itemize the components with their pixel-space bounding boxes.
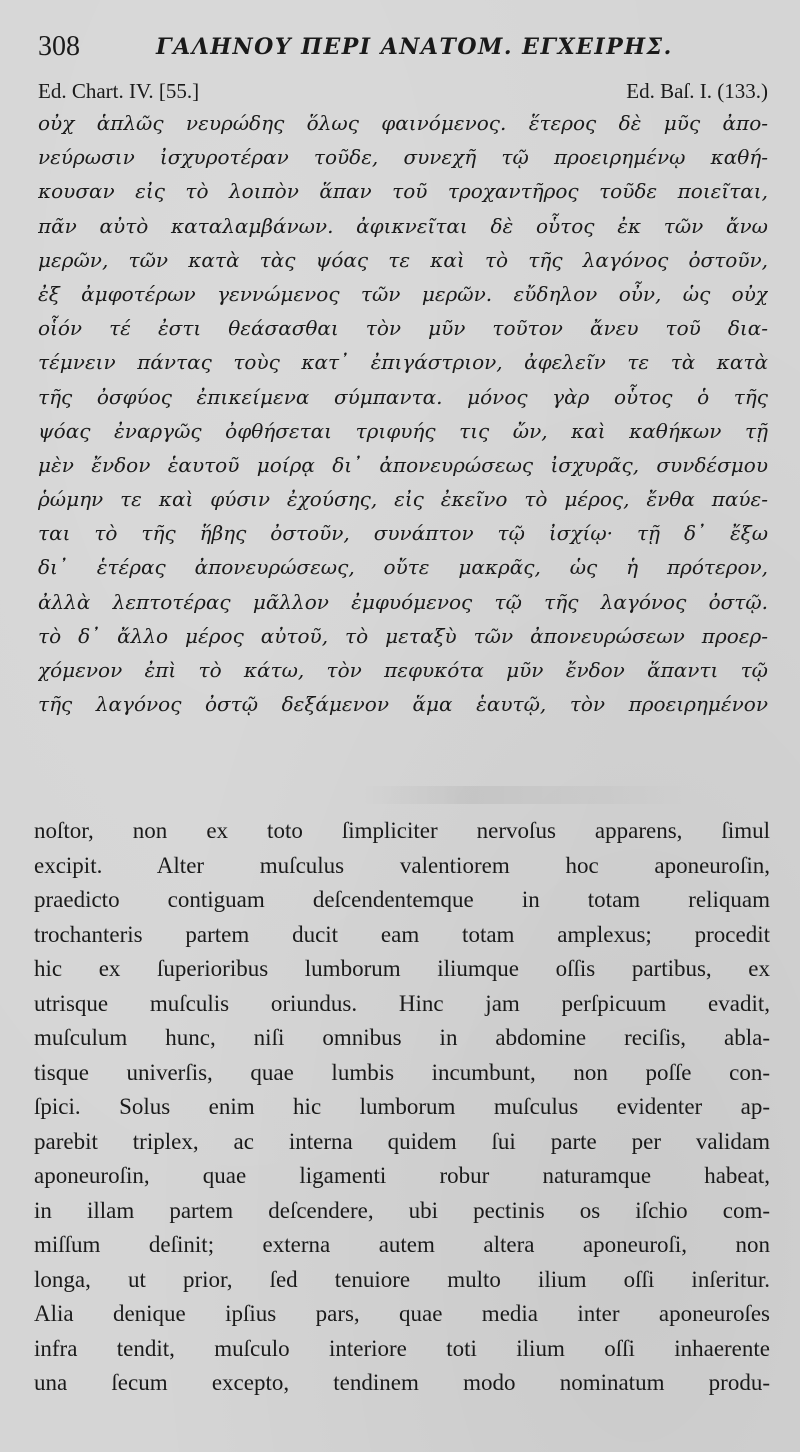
greek-text-line: ῥώμην τε καὶ φύσιν ἐχούσης, εἰς ἐκεῖνο τὸ μέρος, ἔνθα παύε- — [38, 487, 768, 512]
greek-text-line: μὲν ἔνδον ἑαυτοῦ μοίρᾳ δι᾽ ἀπονευρώσεως ἰσχυρᾶς, συνδέσμου — [38, 452, 768, 477]
latin-text-line: hic ex ſuperioribus lumborum iliumque oſſis partibus, ex — [34, 956, 770, 981]
latin-text-line: tisque univerſis, quae lumbis incumbunt, non poſſe con- — [34, 1059, 770, 1085]
latin-text-line: utrisque muſculis oriundus. Hinc jam perſpicuum evadit, — [34, 990, 770, 1016]
running-title: ΓΑΛΗΝΟΥ ΠΕΡΙ ΑΝΑΤΟΜ. ΕΓΧΕΙΡΗΣ. — [156, 34, 673, 60]
greek-text-line: νεύρωσιν ἰσχυροτέραν τοῦδε, συνεχῆ τῷ προειρημένῳ καθή- — [38, 145, 768, 170]
greek-text-line: τὸ δ᾽ ἄλλο μέρος αὐτοῦ, τὸ μεταξὺ τῶν ἀπονευρώσεων προερ- — [38, 623, 768, 648]
latin-text-line: parebit triplex, ac interna quidem ſui parte per validam — [34, 1128, 770, 1154]
edition-reference-chartier: Ed. Chart. IV. [55.] — [38, 79, 200, 103]
latin-text-line: aponeuroſin, quae ligamenti robur naturamque habeat, — [34, 1163, 770, 1188]
latin-text-line: in illam partem deſcendere, ubi pectinis os iſchio com- — [34, 1197, 770, 1223]
latin-text-line: muſculum hunc, niſi omnibus in abdomine reciſis, abla- — [34, 1025, 770, 1050]
greek-text-line: τῆς ὀσφύος ἐπικείμενα σύμπαντα. μόνος γὰρ οὗτος ὁ τῆς — [38, 384, 768, 409]
greek-text-line: τέμνειν πάντας τοὺς κατ᾽ ἐπιγάστριον, ἀφελεῖν τε τὰ κατὰ — [38, 350, 768, 375]
latin-text-block — [34, 814, 770, 1401]
greek-text-line: τῆς λαγόνος ὀστῷ δεξάμενον ἅμα ἑαυτῷ, τὸν προειρημένον — [38, 692, 768, 717]
greek-text-line: πᾶν αὐτὸ καταλαμβάνων. ἀφικνεῖται δὲ οὗτος ἐκ τῶν ἄνω — [38, 213, 768, 238]
greek-text-block — [38, 106, 768, 721]
latin-text-line: praedicto contiguam deſcendentemque in totam reliquam — [34, 887, 770, 912]
bleed-through-shadow — [360, 786, 690, 804]
greek-text-line: κουσαν εἰς τὸ λοιπὸν ἅπαν τοῦ τροχαντῆρος τοῦδε ποιεῖται, — [38, 179, 768, 204]
greek-text-line: οὐχ ἁπλῶς νευρώδης ὅλως φαινόμενος. ἕτερος δὲ μῦς ἀπο- — [38, 111, 768, 135]
edition-reference-basel: Ed. Baſ. I. (133.) — [626, 79, 768, 103]
page-number: 308 — [38, 31, 80, 62]
greek-text-line: ἀλλὰ λεπτοτέρας μᾶλλον ἐμφυόμενος τῷ τῆς λαγόνος ὀστῷ. — [38, 589, 768, 614]
edition-reference-line — [38, 78, 768, 104]
latin-text-line: excipit. Alter muſculus valentiorem hoc aponeuroſin, — [34, 852, 770, 878]
greek-text-line: χόμενον ἐπὶ τὸ κάτω, τὸν πεφυκότα μῦν ἔνδον ἅπαντι τῷ — [38, 658, 768, 682]
latin-text-line: trochanteris partem ducit eam totam amplexus; procedit — [34, 921, 770, 947]
page-header — [38, 30, 762, 66]
latin-text-line: infra tendit, muſculo interiore toti ilium oſſi inhaerente — [34, 1335, 770, 1361]
greek-text-line: ψόας ἐναργῶς ὀφθήσεται τριφυής τις ὤν, καὶ καθήκων τῇ — [38, 418, 768, 443]
latin-text-line: Alia denique ipſius pars, quae media inter aponeuroſes — [34, 1301, 770, 1326]
latin-text-line: ſpici. Solus enim hic lumborum muſculus evidenter ap- — [34, 1094, 770, 1119]
greek-text-line: μερῶν, τῶν κατὰ τὰς ψόας τε καὶ τὸ τῆς λαγόνος ὀστοῦν, — [38, 247, 768, 272]
latin-text-line: una ſecum excepto, tendinem modo nominatum produ- — [34, 1370, 770, 1395]
greek-text-line: ἐξ ἀμφοτέρων γεννώμενος τῶν μερῶν. εὔδηλον οὖν, ὡς οὐχ — [38, 281, 768, 306]
greek-text-line: ται τὸ τῆς ἥβης ὀστοῦν, συνάπτον τῷ ἰσχίῳ· τῇ δ᾽ ἔξω — [38, 521, 768, 546]
greek-text-line: δι᾽ ἑτέρας ἀπονευρώσεως, οὔτε μακρᾶς, ὡς ἡ πρότερον, — [38, 555, 768, 580]
greek-text-line: οἷόν τέ ἐστι θεάσασθαι τὸν μῦν τοῦτον ἄνευ τοῦ δια- — [38, 316, 768, 341]
latin-text-line: noſtor, non ex toto ſimpliciter nervoſus apparens, ſimul — [34, 818, 770, 843]
latin-text-line: longa, ut prior, ſed tenuiore multo ilium oſſi inſeritur. — [34, 1266, 770, 1292]
latin-text-line: miſſum deſinit; externa autem altera aponeuroſi, non — [34, 1232, 770, 1257]
